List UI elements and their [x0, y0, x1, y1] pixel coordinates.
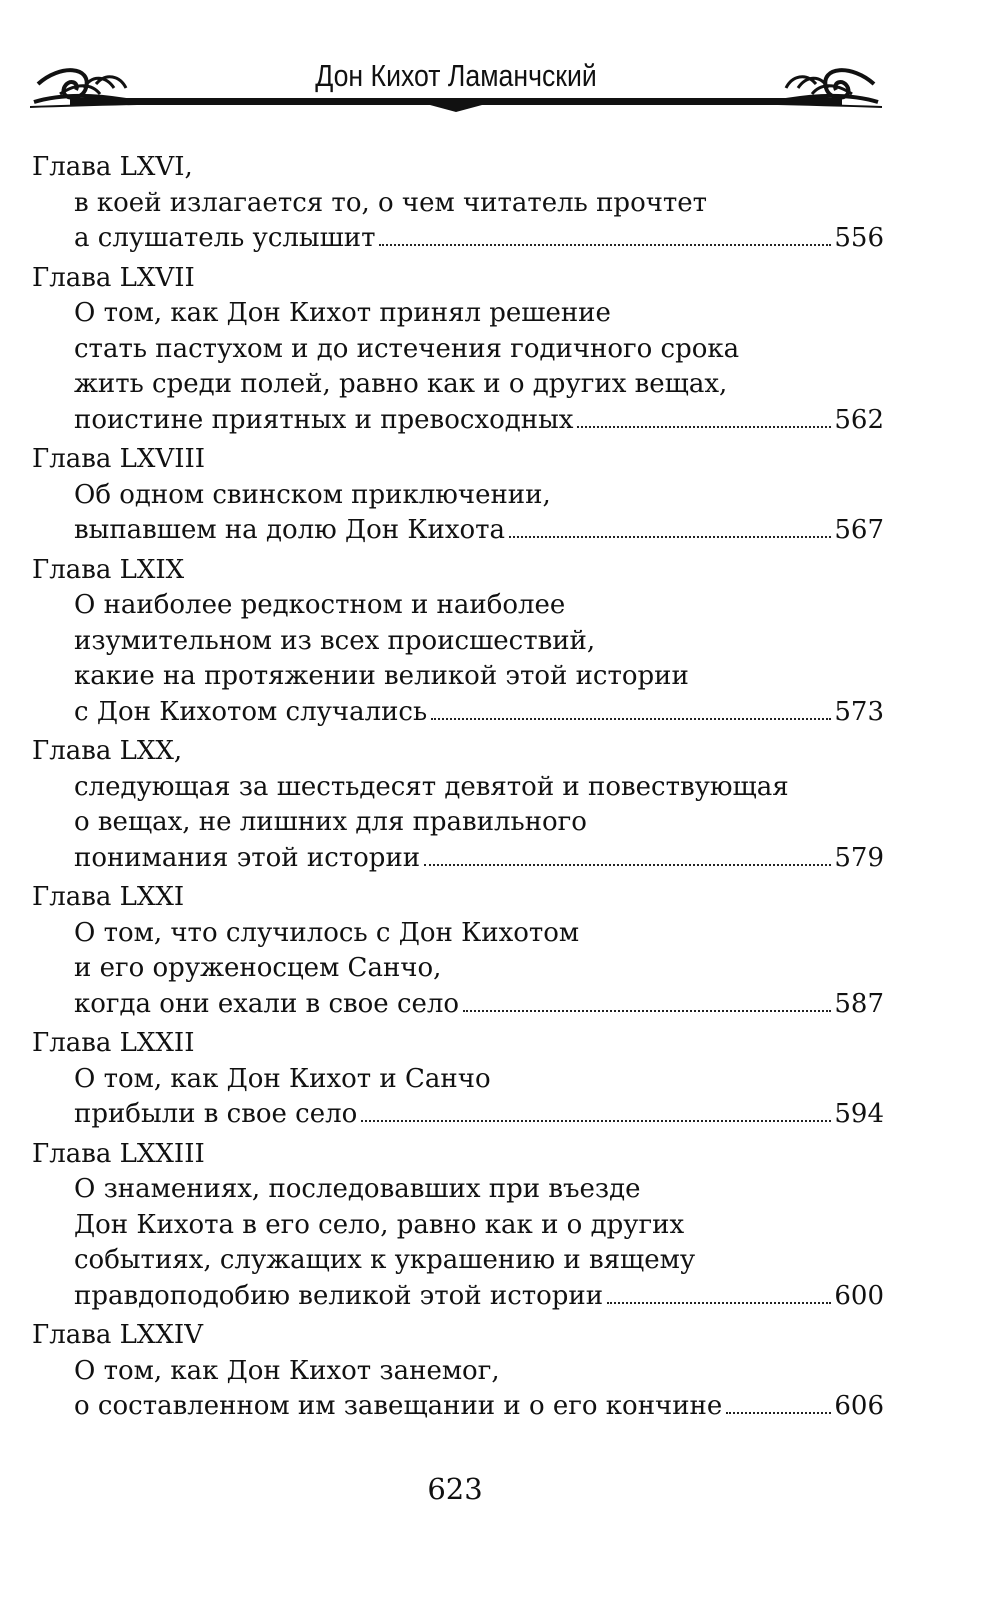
chapter-title-line: о составленном им завещании и о его кончине [74, 1391, 723, 1421]
chapter-title-line: прибыли в свое село [74, 1099, 358, 1129]
chapter-label: Глава LXIX [32, 554, 185, 585]
chapter-title-line: Дон Кихота в его село, равно как и о других [74, 1209, 685, 1240]
toc-entry [32, 880, 884, 1022]
chapter-title-line: О том, как Дон Кихот и Санчо [74, 1063, 491, 1094]
toc-page-number: 556 [834, 223, 884, 253]
chapter-title-line: Об одном свинском приключении, [74, 479, 551, 510]
chapter-title-line: а слушатель услышит [74, 223, 376, 253]
chapter-title-line: и его оруженосцем Санчо, [74, 953, 442, 983]
chapter-title-line: О знамениях, последовавших при въезде [74, 1174, 641, 1204]
toc-page-number: 587 [834, 988, 884, 1019]
toc-page-number: 573 [834, 696, 884, 727]
dot-leader [726, 1412, 831, 1414]
toc-entry [32, 1026, 884, 1133]
toc-leader-line [32, 1279, 884, 1315]
chapter-label: Глава LXXIII [32, 1138, 205, 1169]
running-header [30, 44, 882, 134]
toc-leader-line [32, 513, 884, 549]
toc-entry [32, 553, 884, 731]
dot-leader [463, 1010, 831, 1012]
chapter-title-line: какие на протяжении великой этой истории [74, 661, 689, 691]
chapter-title-line: правдоподобию великой этой истории [74, 1280, 604, 1311]
chapter-title-line: изумительном из всех происшествий, [74, 625, 596, 656]
toc-entry [32, 1137, 884, 1315]
toc-entry [32, 261, 884, 439]
dot-leader [607, 1302, 831, 1304]
chapter-label: Глава LXXIV [32, 1320, 203, 1350]
chapter-label: Глава LXVI, [32, 152, 193, 182]
page-number: 623 [427, 1472, 483, 1506]
chapter-label: Глава LXXI [32, 882, 185, 912]
dot-leader [509, 536, 831, 538]
dot-leader [577, 426, 831, 428]
chapter-label: Глава LXVIII [32, 444, 205, 474]
book-title: Дон Кихот Ламанчский [315, 58, 597, 93]
chapter-title-line: выпавшем на долю Дон Кихота [74, 515, 506, 545]
toc-leader-line [32, 1097, 884, 1133]
toc-entry [32, 1318, 884, 1425]
chapter-title-line: О том, как Дон Кихот принял решение [74, 298, 611, 328]
chapter-title-line: в коей излагается то, о чем читатель прочтет [74, 187, 708, 218]
toc-leader-line [32, 221, 884, 257]
toc-entry [32, 734, 884, 876]
toc-entry [32, 150, 884, 257]
chapter-title-line: О том, что случилось с Дон Кихотом [74, 917, 580, 948]
toc-leader-line [32, 841, 884, 877]
chapter-title-line: когда они ехали в свое село [74, 988, 460, 1019]
toc-page-number: 562 [834, 404, 884, 435]
toc-page-number: 594 [834, 1099, 884, 1129]
toc-page-number: 579 [834, 842, 884, 873]
chapter-title-line: о вещах, не лишних для правильного [74, 807, 587, 837]
toc-leader-line [32, 1389, 884, 1425]
chapter-label: Глава LXVII [32, 262, 195, 293]
table-of-contents [32, 150, 884, 1429]
chapter-title-line: жить среди полей, равно как и о других вещах, [74, 369, 728, 399]
toc-entry [32, 442, 884, 549]
toc-leader-line [32, 695, 884, 731]
toc-leader-line [32, 987, 884, 1023]
chapter-label: Глава LXXII [32, 1028, 195, 1058]
chapter-title-line: с Дон Кихотом случались [74, 696, 428, 727]
toc-page-number: 600 [834, 1280, 884, 1311]
chapter-label: Глава LXX, [32, 736, 183, 766]
chapter-title-line: О том, как Дон Кихот занемог, [74, 1355, 500, 1386]
dot-leader [361, 1120, 831, 1122]
dot-leader [379, 244, 831, 246]
dot-leader [431, 718, 831, 720]
chapter-title-line: событиях, служащих к украшению и вящему [74, 1245, 696, 1275]
toc-page-number: 567 [834, 515, 884, 545]
chapter-title-line: О наиболее редкостном и наиболее [74, 590, 566, 620]
toc-leader-line [32, 403, 884, 439]
chapter-title-line: поистине приятных и превосходных [74, 404, 574, 435]
chapter-title-line: следующая за шестьдесят девятой и повествующая [74, 771, 789, 802]
chapter-title-line: стать пастухом и до истечения годичного срока [74, 333, 740, 364]
chapter-title-line: понимания этой истории [74, 842, 421, 873]
dot-leader [424, 864, 831, 866]
toc-page-number: 606 [834, 1391, 884, 1421]
